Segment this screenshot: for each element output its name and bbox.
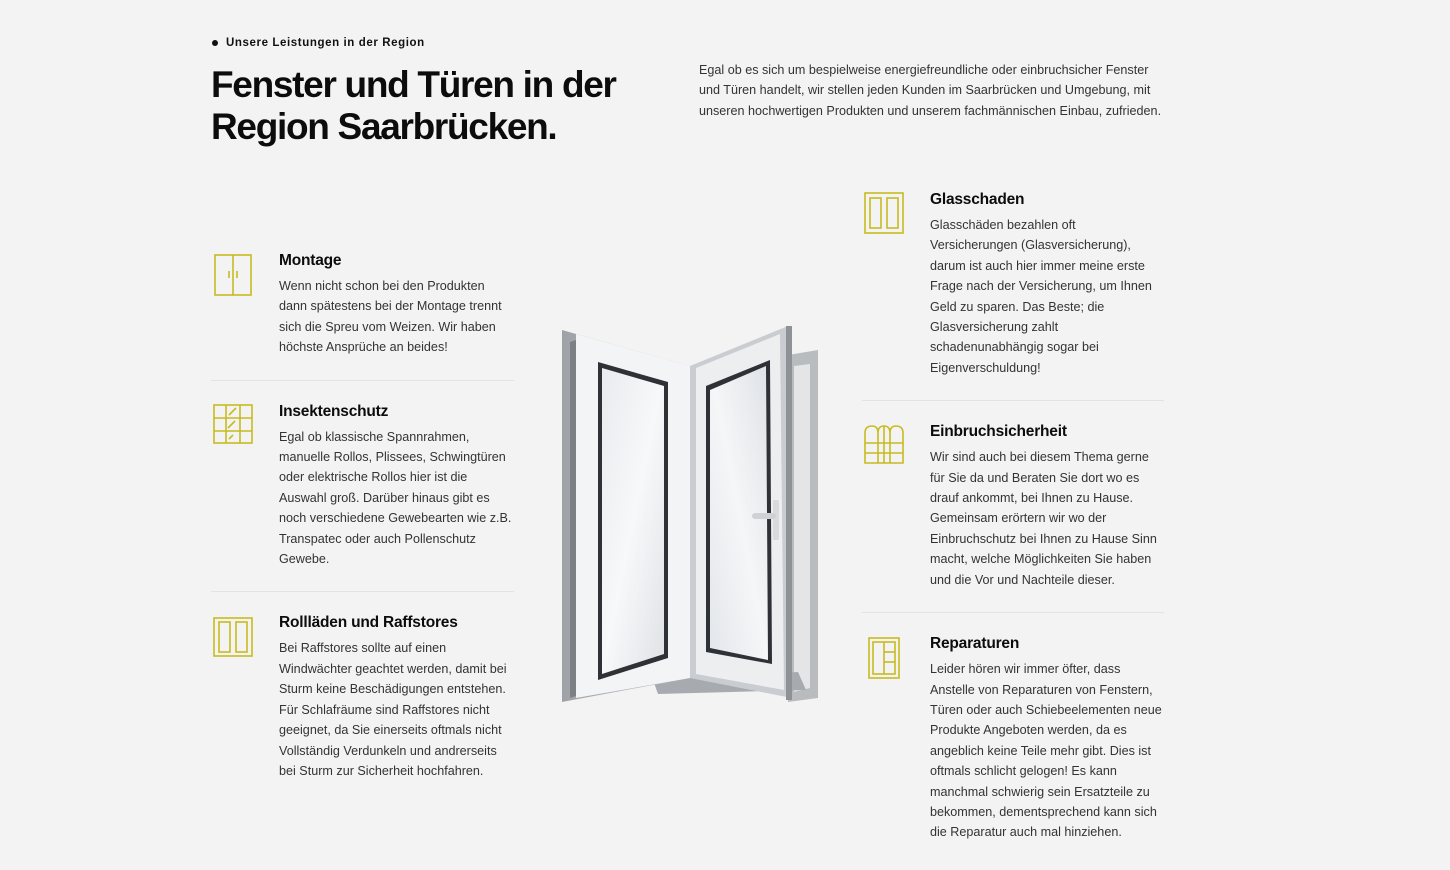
feature-text: Egal ob klassische Spannrahmen, manuelle Rollos, Plissees, Schwingtüren oder elektrische Rollos hier ist die Auswahl groß. Darüber hinaus gibt es noch verschiedene Gewebearten wie z.B. Transpatec oder auch Pollenschutz Gewebe. (279, 429, 512, 567)
feature-text: Wenn nicht schon bei den Produkten dann spätestens bei der Montage trennt sich die Spreu vom Weizen. Wir haben höchste Ansprüche an beides! (279, 279, 502, 355)
page-title (211, 64, 651, 148)
bullet-dot-icon (212, 40, 218, 46)
title-line-1: Fenster und Türen in der (211, 64, 616, 105)
feature-insektenschutz (211, 403, 514, 570)
feature-text: Wir sind auch bei diesem Thema gerne für Sie da und Beraten Sie dort wo es drauf ankommt, bei Ihnen zu Hause. Gemeinsam erörtern wir wo der Einbruchschutz bei Ihnen zu Hause Sinn macht, welche Möglichkeiten Sie haben und die Vor und Nachteile dieser. (930, 450, 1157, 587)
divider (211, 591, 514, 592)
grid-window-icon (211, 403, 258, 570)
feature-text: Bei Raffstores sollte auf einen Windwächter geachtet werden, damit bei Sturm keine Beschädigungen entstehen. Für Schlafräume sind Raffstores nicht geeignet, da Sie einerseits oftmals nicht Vollständig Verdunkeln und andrerseits bei Sturm zur Sicherheit hochfahren. (279, 641, 507, 778)
feature-title: Reparaturen (930, 635, 1020, 653)
feature-title: Montage (279, 252, 342, 269)
feature-text: Leider hören wir immer öfter, dass Anstelle von Reparaturen von Fenstern, Türen oder auch Schiebeelementen neue Produkte Angeboten werden, da es angeblich keine Teile mehr gibt. Dies ist oftmals schlicht gelogen! Es kann manchmal schwierig sein Ersatzteile zu bekommen, dementsprechend kann sich die Reparatur auch mal hinziehen. (930, 662, 1162, 840)
panel-door-icon (862, 635, 909, 843)
double-window-icon (211, 614, 258, 781)
features-right-column (862, 191, 1164, 843)
section-eyebrow (212, 37, 425, 49)
feature-title: Insektenschutz (279, 402, 389, 420)
intro-text: Egal ob es sich um bespielweise energiefreundliche oder einbruchsicher Fenster und Türen handelt, wir stellen jeden Kunden im Saarbrücken und Umgebung, mit unseren hochwertigen Produkten und unserem fachmännischen Einbau, zufrieden. (699, 63, 1162, 118)
feature-rolllaeden (211, 614, 514, 781)
eyebrow-text: Unsere Leistungen in der Region (226, 37, 425, 49)
divider (211, 380, 514, 381)
feature-montage (211, 252, 514, 358)
feature-reparaturen (862, 635, 1164, 843)
feature-einbruchsicherheit (862, 423, 1164, 590)
feature-title: Glasschaden (930, 191, 1025, 208)
feature-title: Einbruchsicherheit (930, 423, 1067, 441)
divider (862, 612, 1164, 613)
title-line-2: Region Saarbrücken. (211, 106, 557, 147)
divider (862, 400, 1164, 401)
feature-glasschaden (862, 191, 1164, 378)
feature-title: Rollläden und Raffstores (279, 614, 458, 632)
double-door-icon (211, 252, 258, 358)
arched-window-icon (862, 423, 909, 590)
features-left-column (211, 252, 514, 781)
double-window-icon (862, 191, 909, 378)
feature-text: Glasschäden bezahlen oft Versicherungen (Glasversicherung), darum ist auch hier immer meine erste Frage nach der Versicherung, um Ihnen Geld zu sparen. Das Beste; die Glasversicherung zahlt schadenunabhängig sogar bei Eigenverschuldung! (930, 218, 1152, 375)
open-window-image (548, 320, 838, 710)
